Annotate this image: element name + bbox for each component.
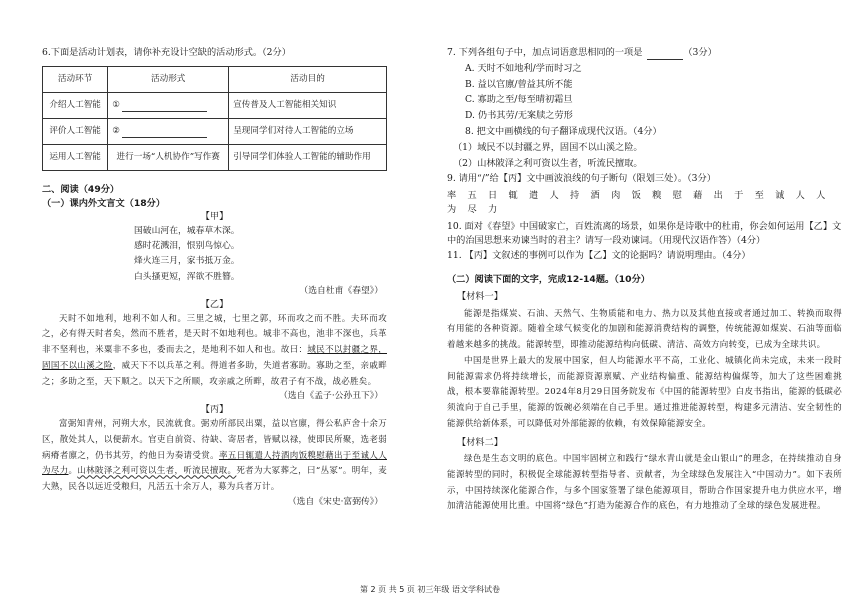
answer-blank-q7[interactable] xyxy=(647,49,683,60)
option-a: A. 天时不如地利/学而时习之 xyxy=(465,62,582,74)
answer-blank-1[interactable] xyxy=(122,101,207,112)
table-row xyxy=(43,92,387,118)
activity-plan-table xyxy=(42,66,387,171)
passage-label-bing: 【丙】 xyxy=(200,404,229,416)
material-1-paragraph: 中国是世界上最大的发展中国家，但人均能源水平不高，工业化、城镇化尚未完成，未来一段时间能源需求仍将持续增长，而能源资源禀赋、产业结构偏重、能源结构偏煤等，加大了这些困难挑战，根本要靠能源转型。2024年8月29日国务院发布《中国的能源转型》白皮书指出，能源的低碳必须流向于自己手里，能源的饭碗必须端在自己手里。通过推进能源转型，构建多元清洁、安全韧性的能源供给新体系，可以降低对外部能源的依赖，有效保障能源安全。 xyxy=(447,355,842,429)
question-text: 7. 下列各组句子中，加点词语意思相同的一项是 xyxy=(447,47,643,58)
material-2-label: 【材料二】 xyxy=(457,436,503,448)
material-2-paragraph: 绿色是生态文明的底色。中国牢固树立和践行“绿水青山就是金山银山”的理念，在持续推动自身能源转型的同时，积极促全球能源转型指导者、贡献者，为全球绿色发展注入“中国动力”。如下表所示，中国持续深化能源合作，与多个国家签署了绿色能源项目，帮助合作国家提升电力供应水平，增加清洁能源使用比重。中国将“绿色”打造为能源合作的底色，有力地推动了全球的绿色发展进程。 xyxy=(447,454,842,512)
question-score: （3分） xyxy=(683,47,717,58)
question-8-item-1: （1）域民不以封疆之界，固国不以山溪之险。 xyxy=(453,141,643,153)
table-header-row xyxy=(43,66,387,92)
table-header-cell: 活动形式 xyxy=(108,66,229,92)
table-header-cell: 活动目的 xyxy=(229,66,387,92)
section-title: 二、阅读（49分） xyxy=(42,183,120,195)
poem-chunwang xyxy=(42,224,387,285)
material-1-paragraph: 能源是指煤炭、石油、天然气、生物质能和电力、热力以及其他直接或者通过加工、转换而取得有用能的各种资源。随着全球气候变化的加剧和能源消费结构的调整，传统能源如煤炭、石油等面临着越来越多的挑战。能源转型，即推动能源结构向低碳、清洁、高效方向转变，已成为全球共识。 xyxy=(447,308,842,351)
passage-text: 富弼知青州，河朔大水，民流就食。弼劝所部民出粟，益以官廪，得公私庐舍十余万区，散处其人，以便薪水。官吏自前资、待缺、寄居者，皆赋以禄，使即民所聚，选老弱病瘠者廪之，仍书其劳，约他日为奏请受赏。 xyxy=(42,419,387,461)
table-cell-form: 进行一场“人机协作”写作赛 xyxy=(108,144,229,170)
source-citation: （选自杜甫《春望》） xyxy=(299,285,383,296)
question-9: 9. 请用“/”给【丙】文中画波浪线的句子断句（限划三处）。（3分） xyxy=(447,173,716,185)
option-c: C. 寡助之至/每至晴初霜旦 xyxy=(465,94,573,106)
source-citation: （选自《孟子·公孙丑下》） xyxy=(279,391,383,402)
underlined-sentence: 域民不以封疆之界，固国不以山溪之险 xyxy=(42,345,387,371)
question-6-prompt: 6.下面是活动计划表，请你补充设计空缺的活动形式。（2分） xyxy=(42,47,291,58)
table-cell-purpose: 引导同学们体验人工智能的辅助作用 xyxy=(229,144,387,170)
table-cell-stage: 运用人工智能 xyxy=(43,144,108,170)
table-cell-purpose: 呈现同学们对待人工智能的立场 xyxy=(229,118,387,144)
poem-line: 国破山河在，城春草木深。 xyxy=(134,226,240,237)
question-11: 11. 【丙】文叙述的事例可以作为【乙】文的论据吗？请说明理由。（4分） xyxy=(447,250,751,262)
blank-marker: ① xyxy=(112,99,120,110)
passage-text: 天时不如地利，地利不如人和。三里之城，七里之郭，环而攻之而不胜。夫环而攻之，必有得天时者矣，然而不胜者，是天时不如地利也。城非不高也，池非不深也，兵革非不坚利也，米粟非不多也，委而去之，是地利不如人和也。故曰： xyxy=(42,313,387,356)
option-d: D. 仍书其劳/无案牍之劳形 xyxy=(465,110,573,122)
question-7 xyxy=(447,46,842,60)
passage-label-jia: 【甲】 xyxy=(200,211,229,223)
poem-line: 烽火连三月，家书抵万金。 xyxy=(134,256,240,267)
subsection-title: （二）阅读下面的文字，完成12-14题。（10分） xyxy=(447,274,650,286)
table-cell-stage: 评价人工智能 xyxy=(43,118,108,144)
passage-bing xyxy=(42,417,387,496)
wavy-underlined-sentence: 山林陂泽之利可资以生者，听流民擅取。 xyxy=(77,466,237,477)
passage-text: 死者为大冢葬之，曰“丛冢”。明年，麦大熟，民各以远近受粮归，凡活五十余万人，募为兵者万计。 xyxy=(42,466,387,493)
right-column xyxy=(447,44,842,515)
page-footer: 第 2 页 共 5 页 初三年级 语文学科试卷 xyxy=(360,585,500,594)
passage-text: 。 xyxy=(68,466,78,477)
table-row xyxy=(43,118,387,144)
material-1-label: 【材料一】 xyxy=(457,290,503,302)
subsection-title: （一）课内外文言文（18分） xyxy=(42,197,166,209)
table-cell-form[interactable] xyxy=(108,92,229,118)
sentence-to-punctuate: 率 五 日 辄 遣 人 持 酒 肉 饭 糗 慰 藉 出 于 至 诚 人 人 为 尽 力 xyxy=(447,190,830,215)
table-row xyxy=(43,144,387,170)
passage-text: ，威天下不以兵革之利。得道者多助，失道者寡助。寡助之至，亲戚畔之；多助之至，天下顺之。以天下之所顺，攻亲戚之所畔，故君子有不战，战必胜矣。 xyxy=(42,360,387,387)
underlined-sentence: 率五日辄遣人持酒肉饭糗慰藉出于至诚人人为尽力 xyxy=(42,450,387,477)
question-8-item-2: （2）山林陂泽之利可资以生者，听流民擅取。 xyxy=(453,157,643,169)
table-cell-purpose: 宣传普及人工智能相关知识 xyxy=(229,92,387,118)
table-cell-form[interactable] xyxy=(108,118,229,144)
passage-label-yi: 【乙】 xyxy=(200,298,229,310)
blank-marker: ② xyxy=(112,125,120,136)
passage-yi xyxy=(42,312,387,391)
table-header-cell: 活动环节 xyxy=(43,66,108,92)
source-citation: （选自《宋史·富弼传》） xyxy=(287,496,383,507)
question-8: 8. 把文中画横线的句子翻译成现代汉语。（4分） xyxy=(465,125,662,137)
answer-blank-2[interactable] xyxy=(122,127,207,138)
poem-line: 感时花溅泪，恨别鸟惊心。 xyxy=(134,241,240,252)
poem-line: 白头搔更短，浑欲不胜簪。 xyxy=(134,271,240,282)
table-cell-stage: 介绍人工智能 xyxy=(43,92,108,118)
question-10: 10. 面对《春望》中国破家亡，百姓流离的场景，如果你是诗歌中的杜甫，你会如何运用【乙】文中的治国思想来劝谏当时的君主？请写一段劝谏词。（用现代汉语作答）（4分） xyxy=(447,220,842,246)
option-b: B. 益以官廪/曾益其所不能 xyxy=(465,78,573,90)
left-column xyxy=(42,44,387,509)
